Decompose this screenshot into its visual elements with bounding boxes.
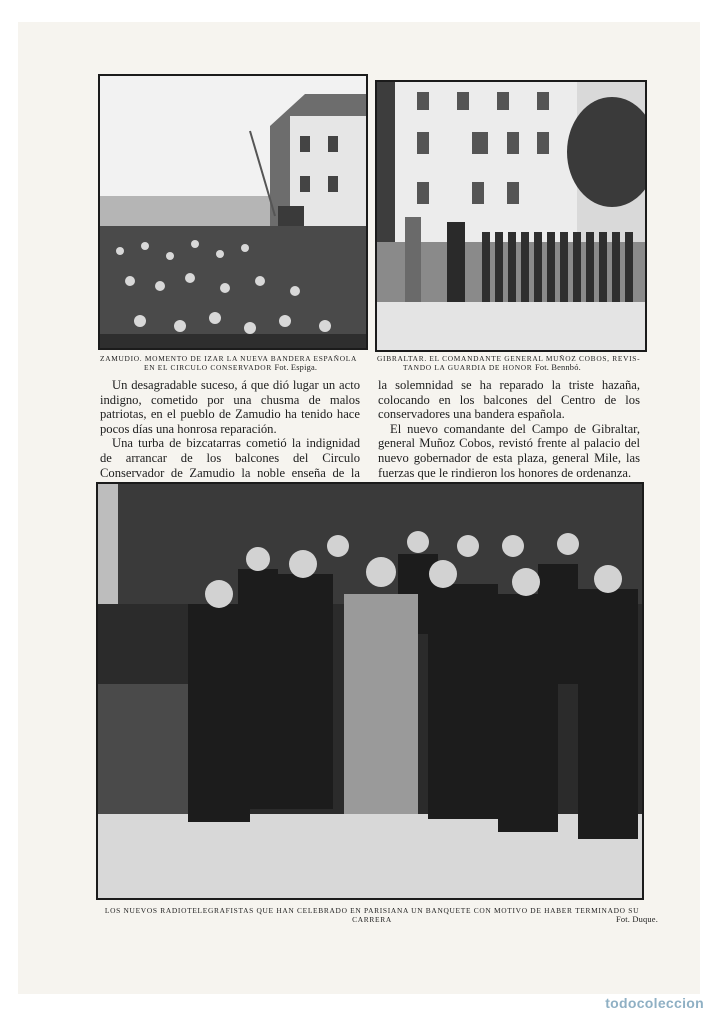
caption-zamudio-line-1: ZAMUDIO. MOMENTO DE IZAR LA NUEVA BANDERA ESPAÑOLA [100, 354, 358, 363]
photo-radiotelegraphists-group [96, 482, 644, 900]
photo-gibraltar-image [377, 82, 645, 350]
article-column-right [378, 378, 640, 480]
caption-gibraltar-line-1: GIBRALTAR. EL COMANDANTE GENERAL MUÑOZ COBOS, REVIS- [377, 354, 641, 363]
caption-group-line-2: CARRERA [352, 915, 392, 924]
caption-zamudio-line-2: EN EL CIRCULO CONSERVADOR [144, 363, 272, 372]
caption-gibraltar-credit: Fot. Bennbó. [534, 363, 581, 372]
photo-gibraltar-review [375, 80, 647, 352]
magazine-page [18, 22, 700, 994]
caption-group-credit: Fot. Duque. [616, 915, 658, 924]
caption-zamudio [100, 354, 368, 372]
caption-radiotelegraphists [80, 906, 664, 924]
photo-zamudio-image [100, 76, 366, 348]
article-paragraph: Un desagradable suceso, á que dió lugar un acto indigno, cometido por una chusma de malos patriotas, en el pueblo de Zamudio ha tenido hace pocos días una honrosa reparación. [100, 378, 360, 436]
caption-gibraltar-line-2: TANDO LA GUARDIA DE HONOR [403, 363, 533, 372]
watermark-logo: todocoleccion [605, 995, 704, 1011]
article-paragraph: El nuevo comandante del Campo de Gibraltar, general Muñoz Cobos, revistó frente al palacio del nuevo gobernador de esta plaza, general Mile, las fuerzas que le rindieron los honores de ordenanza. [378, 421, 640, 480]
caption-zamudio-credit: Fot. Espiga. [274, 363, 318, 372]
article-paragraph: la solemnidad se ha reparado la triste hazaña, colocando en los balcones del Centro de los conservadores una bandera española. [378, 378, 640, 422]
article-paragraph: Una turba de bizcatarras cometió la indignidad de arrancar de los balcones del Circulo Conservador de Zamudio la noble enseña de la [100, 436, 360, 480]
caption-gibraltar [377, 354, 645, 372]
photo-zamudio-flag [98, 74, 368, 350]
caption-group-line-1: LOS NUEVOS RADIOTELEGRAFISTAS QUE HAN CELEBRADO EN PARISIANA UN BANQUETE CON MOTIVO DE HABER TERMINADO SU [104, 906, 640, 915]
photo-group-image [98, 484, 642, 898]
